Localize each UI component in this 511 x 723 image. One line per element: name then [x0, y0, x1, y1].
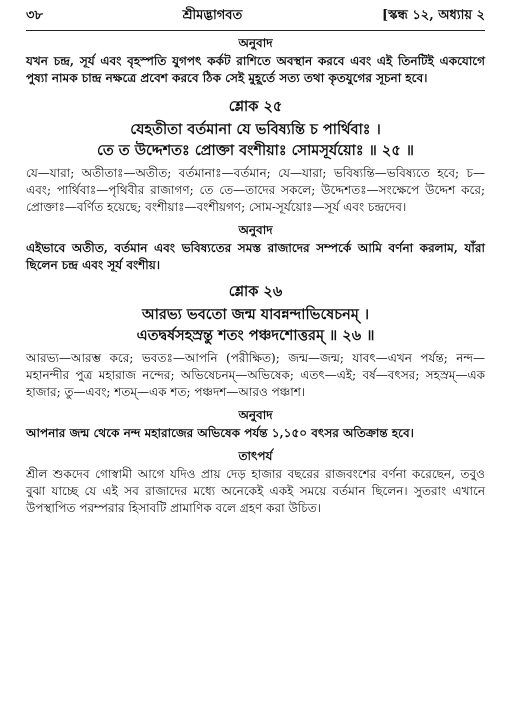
translation-heading: অনুবাদ	[238, 408, 273, 422]
translation-heading: অনুবাদ	[238, 223, 273, 237]
page-header	[26, 6, 485, 28]
page-number: ৩৮	[26, 8, 43, 23]
verse-heading: শ্লোক ২৬	[228, 283, 283, 300]
translation-heading: অনুবাদ	[238, 36, 273, 50]
translation-text: আপনার জন্ম থেকে নন্দ মহারাজের অভিষেক পর্যন্ত ১,১৫০ বৎসর অতিক্রান্ত হবে।	[26, 426, 414, 440]
verse-line: তে ত উদ্দেশতঃ প্রোক্তা বংশীয়াঃ সোমসূর্যয়োঃ ॥ ২৫ ॥	[97, 142, 414, 159]
verse-line: যেহতীতা বর্তমানা যে ভবিষ্যন্তি চ পার্থিবাঃ ।	[130, 121, 381, 138]
verse-line: এতদ্বর্ষসহস্রন্তু শতং পঞ্চদশোত্তরম্ ॥ ২৬ ॥	[136, 327, 375, 344]
word-meanings: যে—যারা; অতীতাঃ—অতীত; বর্তমানাঃ—বর্তমান; যে—যারা; ভবিষ্যন্তি—ভবিষ্যতে হবে; চ—এবং; পার্থিবাঃ—পৃথিবীর রাজাগণ; তে তে—তাদের সকলে; উদ্দেশতঃ—সংক্ষেপে উদ্দেশ করে; প্রোক্তাঃ—বর্ণিত হয়েছে; বংশীয়াঃ—বংশীয়গণ; সোম-সূর্যয়োঃ—সূর্য এবং চন্দ্রদেব।	[26, 166, 485, 214]
word-meanings: আরভ্য—আরম্ভ করে; ভবতঃ—আপনি (পরীক্ষিত); জন্ম—জন্ম; যাবৎ—এখন পর্যন্ত; নন্দ—মহানন্দীর পুত্র মহারাজ নন্দের; অভিষেচনম্—অভিষেক; এতৎ—এই; বর্ষ—বৎসর; সহস্রম্—এক হাজার; তু—এবং; শতম্—এক শত; পঞ্চদশ—আরও পঞ্চাশ।	[26, 351, 485, 399]
translation-text: এইভাবে অতীত, বর্তমান এবং ভবিষ্যতের সমস্ত রাজাদের সম্পর্কে আমি বর্ণনা করলাম, যাঁরা ছিলেন চন্দ্র এবং সূর্য বংশীয়।	[26, 241, 485, 272]
verse-line: আরভ্য ভবতো জন্ম যাবন্নন্দাভিষেচনম্ ।	[141, 306, 370, 323]
purport-text: শ্রীল শুকদেব গোস্বামী আগে যদিও প্রায় দেড় হাজার বছরের রাজবংশের বর্ণনা করেছেন, তবুও বুঝা যাচ্ছে যে এই সব রাজাদের মধ্যে অনেকেই একই সময়ে বর্তমান ছিলেন। সুতরাং এখানে উপস্থাপিত পরম্পরার হিসাবটি প্রামাণিক বলে গ্রহণ করা উচিত।	[26, 467, 485, 515]
canto-chapter: [স্কন্ধ ১২, অধ্যায় ২	[382, 8, 485, 23]
translation-text: যখন চন্দ্র, সূর্য এবং বৃহস্পতি যুগপৎ কর্কট রাশিতে অবস্থান করবে এবং এই তিনটিই একযোগে পুষ্যা নামক চান্দ্র নক্ষত্রে প্রবেশ করবে ঠিক সেই মুহূর্তে সত্য তথা কৃতযুগের সূচনা হবে।	[26, 54, 485, 85]
header-rule	[26, 30, 485, 31]
verse-heading: শ্লোক ২৫	[228, 98, 283, 115]
purport-heading: তাৎপর্য	[238, 449, 273, 463]
book-title: শ্রীমদ্ভাগবত	[182, 8, 243, 23]
